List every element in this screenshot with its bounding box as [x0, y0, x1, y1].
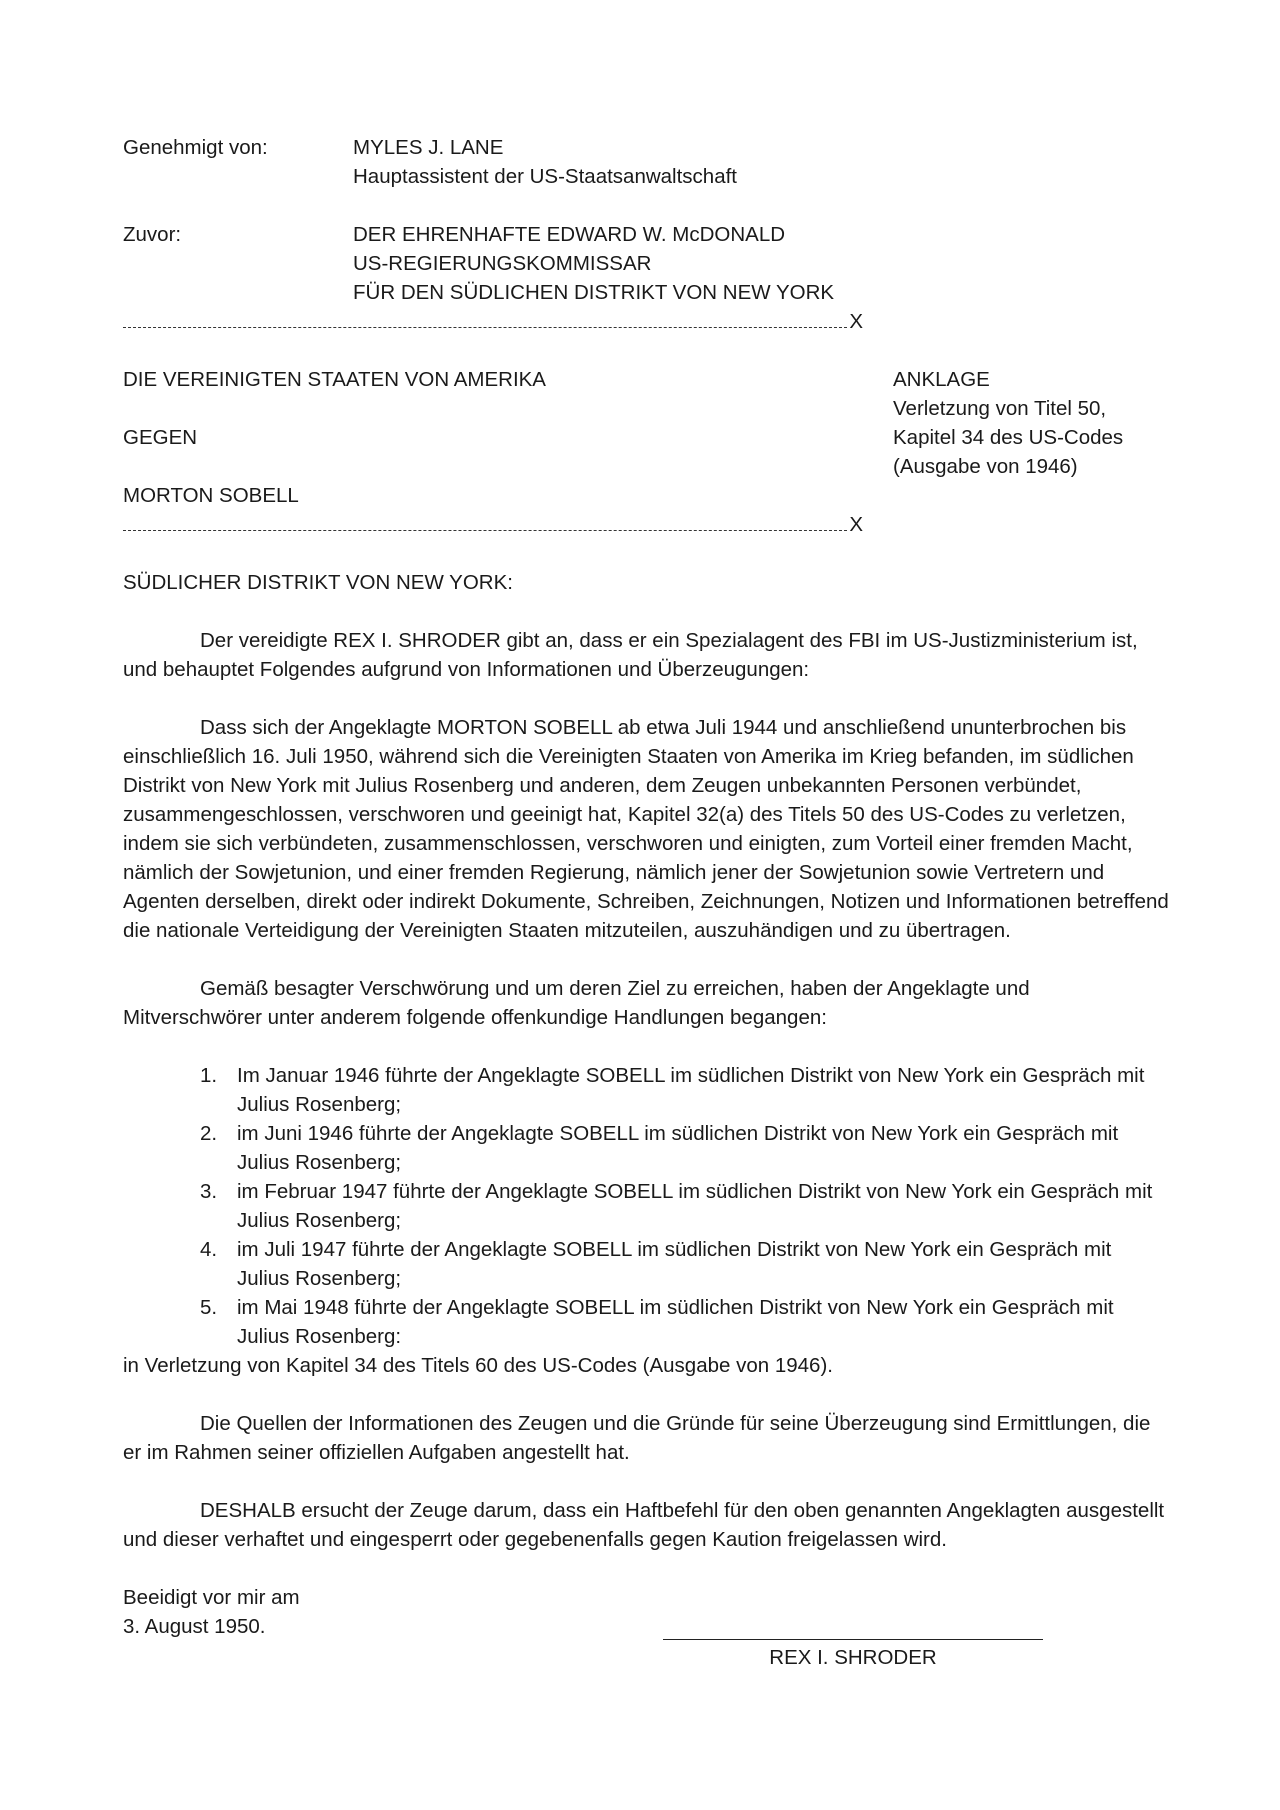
- before-block: [123, 220, 1173, 307]
- signature-line: [663, 1639, 1043, 1640]
- before-line-1: DER EHRENHAFTE EDWARD W. McDONALD: [353, 223, 786, 246]
- plaintiff: DIE VEREINIGTEN STAATEN VON AMERIKA: [123, 368, 546, 391]
- violation-statement: in Verletzung von Kapitel 34 des Titels 60 des US-Codes (Ausgabe von 1946).: [123, 1354, 833, 1377]
- list-item: [123, 1235, 1173, 1293]
- list-item: [123, 1061, 1173, 1119]
- approved-name: MYLES J. LANE: [353, 136, 504, 159]
- overt-acts-list: [123, 1061, 1173, 1351]
- venue: SÜDLICHER DISTRIKT VON NEW YORK:: [123, 571, 513, 594]
- sworn-date: 3. August 1950.: [123, 1615, 266, 1638]
- approved-label: Genehmigt von:: [123, 136, 268, 159]
- list-item-number: 1.: [200, 1064, 218, 1087]
- document-type: ANKLAGE: [893, 368, 990, 391]
- separator-line-top: [123, 307, 863, 336]
- separator-mark: X: [849, 513, 863, 536]
- defendant: MORTON SOBELL: [123, 484, 299, 507]
- list-item-number: 2.: [200, 1122, 218, 1145]
- before-label: Zuvor:: [123, 223, 182, 246]
- separator-line-bottom: [123, 510, 863, 539]
- signer-name: REX I. SHRODER: [769, 1646, 937, 1669]
- list-item: [123, 1119, 1173, 1177]
- versus: GEGEN: [123, 426, 198, 449]
- list-item-text: im Februar 1947 führte der Angeklagte SOBELL im südlichen Distrikt von New York ein Gespräch mit Julius Rosenberg;: [237, 1180, 1153, 1232]
- signature-block: [123, 1583, 1173, 1673]
- list-item-number: 3.: [200, 1180, 218, 1203]
- before-line-2: US-REGIERUNGSKOMMISSAR: [353, 252, 652, 275]
- list-item: [123, 1293, 1173, 1351]
- list-item-text: im Juli 1947 führte der Angeklagte SOBELL im südlichen Distrikt von New York ein Gespräch mit Julius Rosenberg;: [237, 1238, 1112, 1290]
- before-line-3: FÜR DEN SÜDLICHEN DISTRIKT VON NEW YORK: [353, 281, 835, 304]
- statute-line-2: Kapitel 34 des US-Codes: [893, 426, 1124, 449]
- list-item-number: 5.: [200, 1296, 218, 1319]
- list-item-text: im Juni 1946 führte der Angeklagte SOBELL im südlichen Distrikt von New York ein Gespräch mit Julius Rosenberg;: [237, 1122, 1119, 1174]
- list-item-number: 4.: [200, 1238, 218, 1261]
- intro-paragraph: Der vereidigte REX I. SHRODER gibt an, dass er ein Spezialagent des FBI im US-Justizministerium ist, und behauptet Folgendes aufgrund von Informationen und Überzeugungen:: [123, 629, 1138, 681]
- case-caption: [123, 365, 1173, 510]
- list-item: [123, 1177, 1173, 1235]
- approved-title: Hauptassistent der US-Staatsanwaltschaft: [353, 165, 737, 188]
- list-item-text: Im Januar 1946 führte der Angeklagte SOBELL im südlichen Distrikt von New York ein Gespräch mit Julius Rosenberg;: [237, 1064, 1145, 1116]
- document-page: [123, 133, 1173, 1673]
- statute-line-3: (Ausgabe von 1946): [893, 455, 1078, 478]
- charge-paragraph: Dass sich der Angeklagte MORTON SOBELL ab etwa Juli 1944 und anschließend ununterbrochen bis einschließlich 16. Juli 1950, während sich die Vereinigten Staaten von Amerika im Krieg befanden, im südlichen Distrikt von New York mit Julius Rosenberg und anderen, dem Zeugen unbekannten Personen verbündet, zusammengeschlossen, verschworen und geeinigt hat, Kapitel 32(a) des Titels 50 des US-Codes zu verletzen, indem sie sich verbündeten, zusammenschlossen, verschworen und einigten, zum Vorteil einer fremden Macht, nämlich der Sowjetunion, und einer fremden Regierung, nämlich jener der Sowjetunion sowie Vertretern und Agenten derselben, direkt oder indirekt Dokumente, Schreiben, Zeichnungen, Notizen und Informationen betreffend die nationale Verteidigung der Vereinigten Staaten mitzuteilen, auszuhändigen und zu übertragen.: [123, 716, 1169, 942]
- approved-by-block: [123, 133, 1173, 191]
- request-paragraph: DESHALB ersucht der Zeuge darum, dass ein Haftbefehl für den oben genannten Angeklagten ausgestellt und dieser verhaftet und eingesperrt oder gegebenenfalls gegen Kaution freigelassen wird.: [123, 1499, 1165, 1551]
- list-item-text: im Mai 1948 führte der Angeklagte SOBELL im südlichen Distrikt von New York ein Gespräch mit Julius Rosenberg:: [237, 1296, 1114, 1348]
- sworn-line-1: Beeidigt vor mir am: [123, 1586, 300, 1609]
- overt-acts-intro: Gemäß besagter Verschwörung und um deren Ziel zu erreichen, haben der Angeklagte und Mitverschwörer unter anderem folgende offenkundige Handlungen begangen:: [123, 977, 1030, 1029]
- sources-paragraph: Die Quellen der Informationen des Zeugen und die Gründe für seine Überzeugung sind Ermittlungen, die er im Rahmen seiner offiziellen Aufgaben angestellt hat.: [123, 1412, 1151, 1464]
- statute-line-1: Verletzung von Titel 50,: [893, 397, 1107, 420]
- separator-mark: X: [849, 310, 863, 333]
